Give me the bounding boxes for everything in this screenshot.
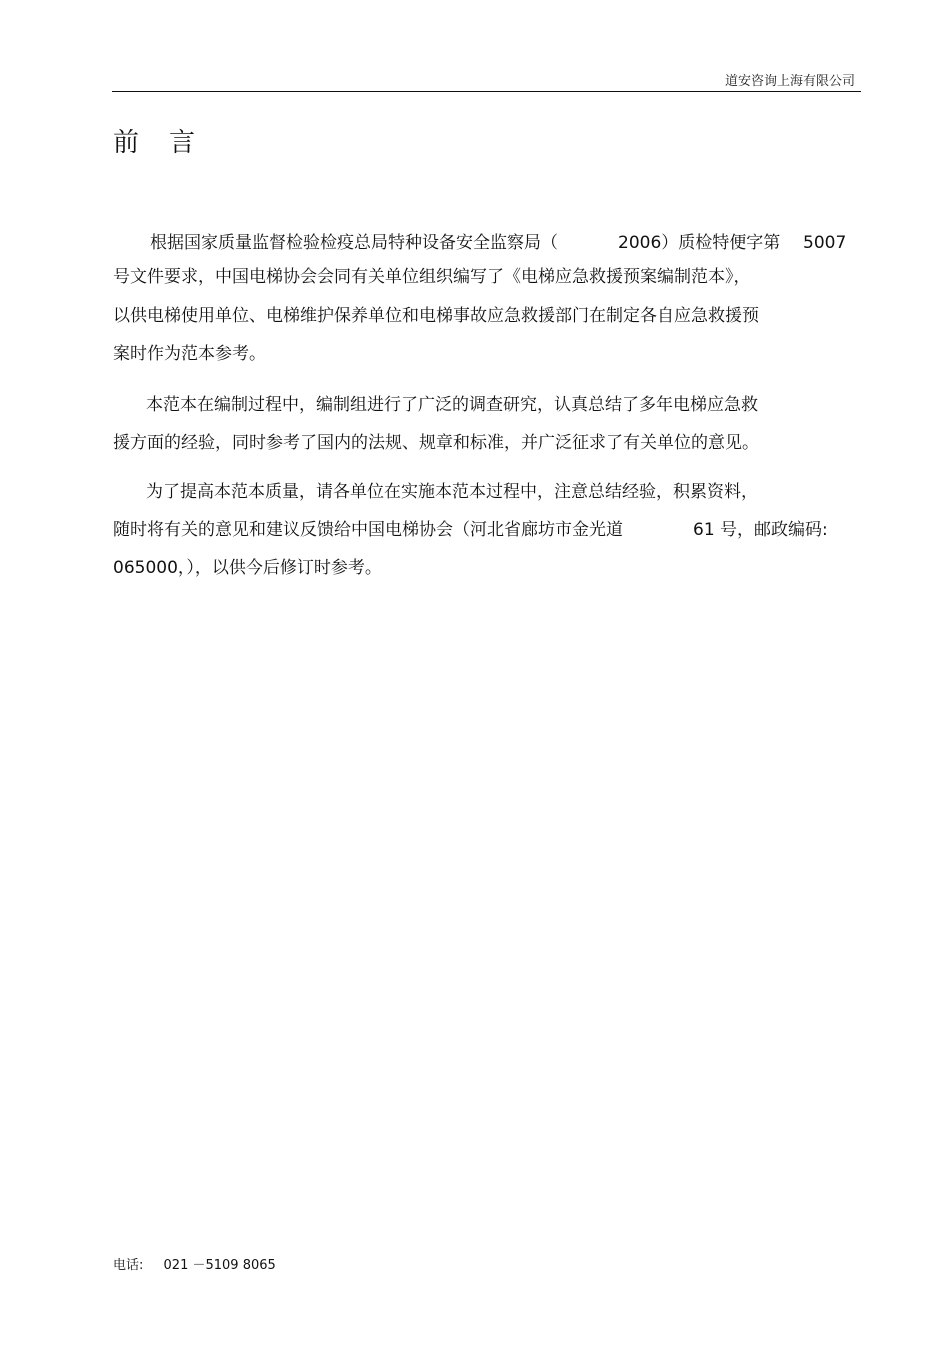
- paragraph-1-line-1-text-c: 5007: [803, 233, 847, 253]
- paragraph-1-line-1-text-b: 2006）质检特便字第: [618, 233, 781, 253]
- paragraph-2-line-1: 本范本在编制过程中，编制组进行了广泛的调查研究，认真总结了多年电梯应急救: [146, 395, 758, 415]
- paragraph-1-line-4: 案时作为范本参考。: [113, 344, 266, 364]
- footer-phone: [113, 1254, 276, 1273]
- paragraph-2-line-2: 援方面的经验，同时参考了国内的法规、规章和标准，并广泛征求了有关单位的意见。: [113, 433, 759, 453]
- paragraph-3-line-3: 065000，），以供今后修订时参考。: [113, 558, 382, 578]
- footer-phone-label: 电话:: [113, 1258, 144, 1273]
- paragraph-3-line-1: 为了提高本范本质量，请各单位在实施本范本过程中，注意总结经验，积累资料，: [146, 482, 758, 502]
- paragraph-3-line-2-text-a: 随时将有关的意见和建议反馈给中国电梯协会（河北省廊坊市金光道: [113, 520, 623, 540]
- footer-phone-number: 021 －5109 8065: [163, 1258, 276, 1273]
- header-company-name: 道安咨询上海有限公司: [724, 74, 855, 89]
- header-divider: [112, 91, 861, 92]
- paragraph-1-line-1-text-a: 根据国家质量监督检验检疫总局特种设备安全监察局（: [150, 233, 558, 253]
- paragraph-1-line-3: 以供电梯使用单位、电梯维护保养单位和电梯事故应急救援部门在制定各自应急救援预: [113, 306, 759, 326]
- paragraph-1-line-2: 号文件要求，中国电梯协会会同有关单位组织编写了《电梯应急救援预案编制范本》，: [113, 267, 751, 287]
- paragraph-3-line-2-text-b: 61 号，邮政编码:: [693, 520, 828, 540]
- page-title: 前言: [113, 128, 226, 158]
